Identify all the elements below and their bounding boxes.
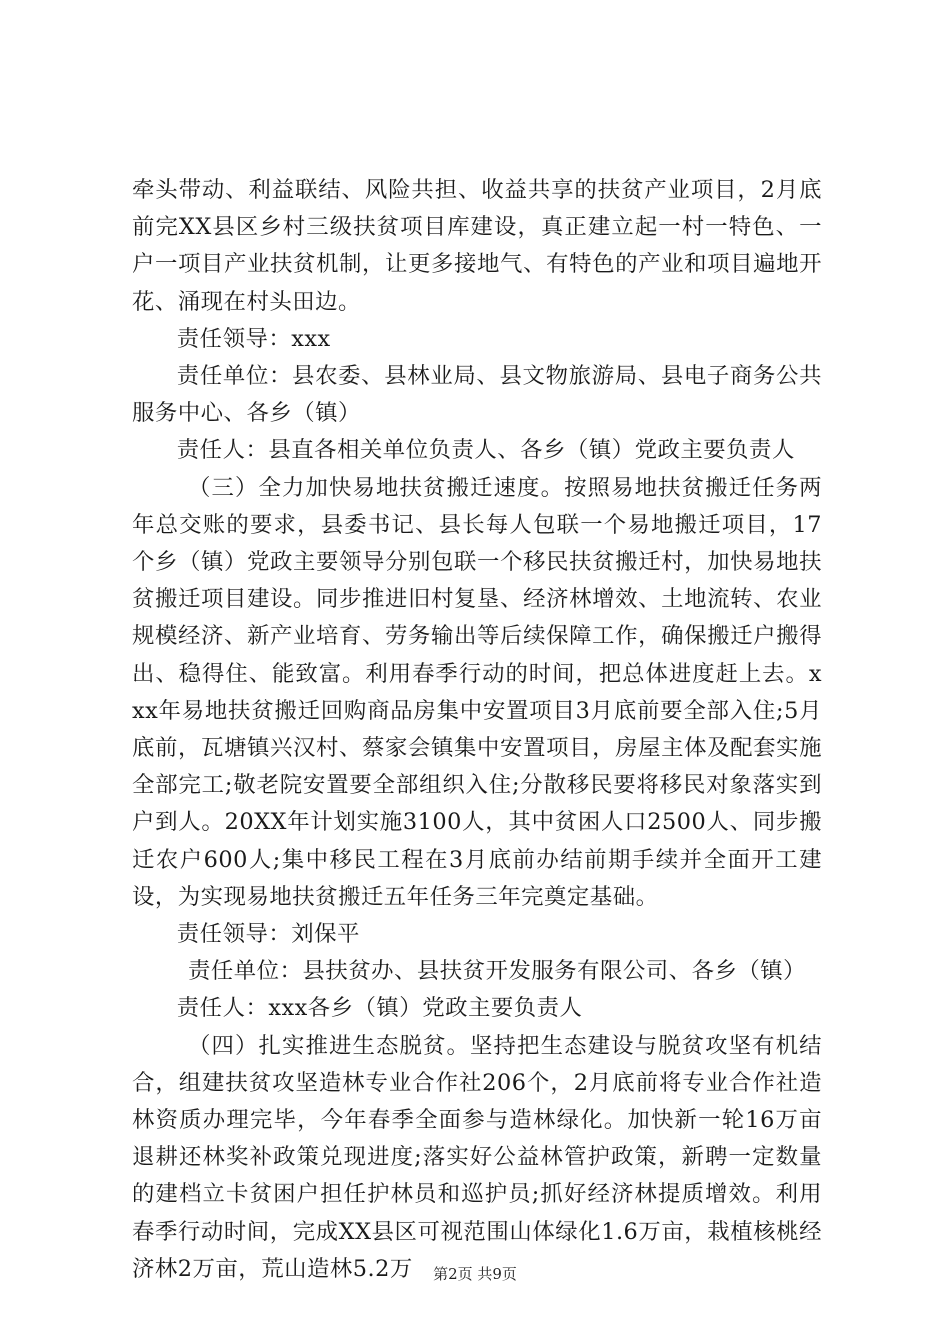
responsible-leader-line: 责任领导：xxx bbox=[176, 325, 331, 352]
responsible-person-line: 责任人：xxx各乡（镇）党政主要负责人 bbox=[176, 995, 583, 1022]
document-body bbox=[132, 172, 822, 1288]
page-footer: 第2页 共9页 bbox=[433, 1265, 517, 1283]
section-four-paragraph: （四）扎实推进生态脱贫。坚持把生态建设与脱贫攻坚有机结合，组建扶贫攻坚造林专业合作社206个，2月底前将专业合作社造林资质办理完毕，今年春季全面参与造林绿化。加快新一轮16万亩退耕还林奖补政策兑现进度;落实好公益林管护政策，新聘一定数量的建档立卡贫困户担任护林员和巡护员;抓好经济林提质增效。利用春季行动时间，完成XX县区可视范围山体绿化1.6万亩，栽植核桃经济林2万亩，荒山造林5.2万 bbox=[132, 1032, 822, 1282]
section-three-paragraph: （三）全力加快易地扶贫搬迁速度。按照易地扶贫搬迁任务两年总交账的要求，县委书记、县长每人包联一个易地搬迁项目，17个乡（镇）党政主要领导分别包联一个移民扶贫搬迁村，加快易地扶贫搬迁项目建设。同步推进旧村复垦、经济林增效、土地流转、农业规模经济、新产业培育、劳务输出等后续保障工作，确保搬迁户搬得出、稳得住、能致富。利用春季行动的时间，把总体进度赶上去。xxx年易地扶贫搬迁回购商品房集中安置项目3月底前要全部入住;5月底前，瓦塘镇兴汉村、蔡家会镇集中安置项目，房屋主体及配套实施全部完工;敬老院安置要全部组织入住;分散移民要将移民对象落实到户到人。20XX年计划实施3100人，其中贫困人口2500人、同步搬迁农户600人;集中移民工程在3月底前办结前期手续并全面开工建设，为实现易地扶贫搬迁五年任务三年完奠定基础。 bbox=[132, 474, 822, 910]
responsible-unit-line: 责任单位：县扶贫办、县扶贫开发服务有限公司、各乡（镇） bbox=[188, 958, 807, 985]
responsible-unit-line: 责任单位：县农委、县林业局、县文物旅游局、县电子商务公共服务中心、各乡（镇） bbox=[132, 363, 822, 427]
responsible-leader-line: 责任领导：刘保平 bbox=[176, 921, 360, 948]
responsible-person-line: 责任人：县直各相关单位负责人、各乡（镇）党政主要负责人 bbox=[176, 437, 795, 464]
paragraph-continuation: 牵头带动、利益联结、风险共担、收益共享的扶贫产业项目，2月底前完XX县区乡村三级扶贫项目库建设，真正建立起一村一特色、一户一项目产业扶贫机制，让更多接地气、有特色的产业和项目遍地开花、涌现在村头田边。 bbox=[132, 177, 822, 315]
